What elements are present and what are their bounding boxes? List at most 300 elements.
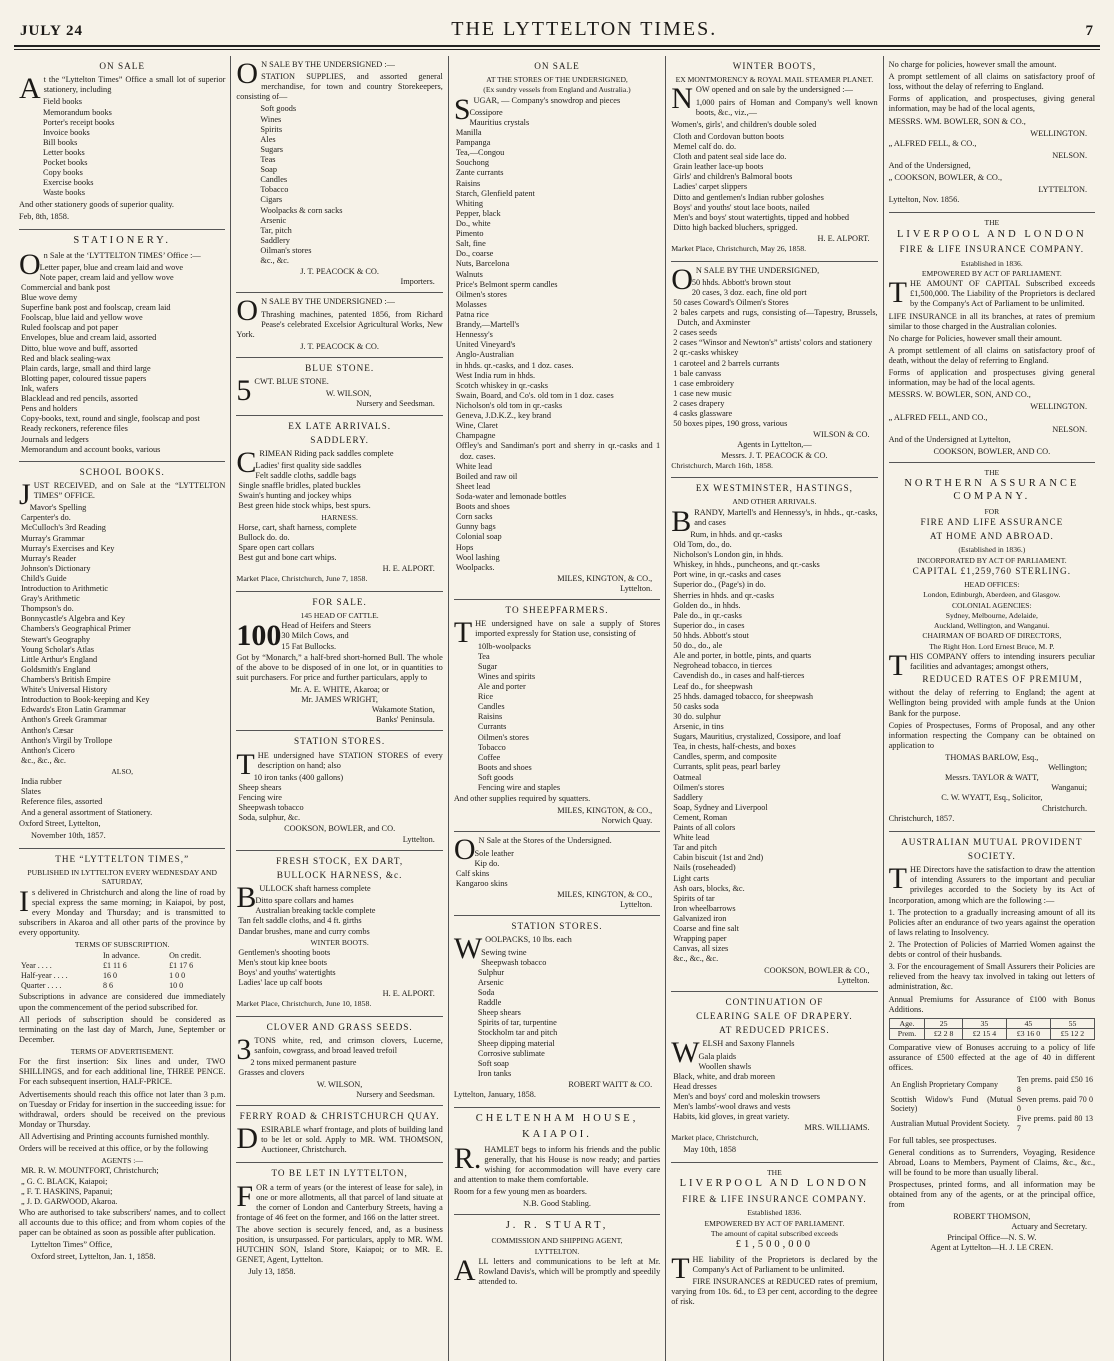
list-item: Nicholson's London gin, in hhds. (673, 550, 784, 560)
list-item: Nails (roseheaded) (673, 863, 736, 873)
list-item: Wrapping paper (673, 934, 727, 944)
signature-sub: Lyttelton. (402, 834, 435, 844)
table-row (889, 1095, 1095, 1115)
list-item: 2 tons mixed permanent pasture (250, 1058, 357, 1068)
list-item: Anthon's Cæsar (21, 725, 74, 735)
ad-clearing-sale-drapery (671, 992, 877, 1163)
list-item: Tobacco (260, 185, 289, 195)
ad-cattle-for-sale (236, 592, 442, 732)
list-item: Ladies' first quality side saddles (255, 461, 362, 471)
item-list (671, 530, 877, 965)
item-list (671, 278, 877, 430)
list-item: Pepper, black (455, 208, 501, 218)
ad-date: November 10th, 1857. (31, 830, 106, 840)
list-item: Ale and porter, in bottle, pints, and quarts (673, 651, 812, 661)
signature: Lyttelton Times” Office, (31, 1240, 113, 1250)
ad-subheading: 145 HEAD OF CATTLE. (300, 611, 379, 621)
list-item: Pocket books (43, 158, 88, 168)
list-item: Soap (260, 165, 278, 175)
paragraph: Prospectuses, printed forms, and all information may be obtained from any of the agents, or at the principal office, from (888, 1180, 1096, 1210)
agent-name: MESSRS. WM. BOWLER, SON & CO., (888, 116, 1026, 126)
list-item: Men's lambs'-wool draws and vests (673, 1102, 791, 1112)
table-cell: 35 (962, 1018, 1006, 1029)
paragraph: without the delay of referring to England; the agent at Wellington being provided with ample funds at the Union Bank for the purpose. (888, 688, 1096, 718)
table-cell: Prem. (889, 1029, 925, 1040)
ad-heading: EX WESTMINSTER, HASTINGS, (695, 483, 853, 494)
ad-blue-stone (236, 358, 442, 416)
ad-heading: ON SALE (534, 61, 580, 71)
list-item: Light carts (673, 873, 709, 883)
list-item: Raisins (455, 178, 481, 188)
paragraph: Orders will be received at this office, or by the following (19, 1144, 209, 1154)
list-item: 1 caroteel and 2 barrels currants (673, 358, 780, 368)
list-item: Field books (43, 97, 82, 107)
list-item: Australian breaking tackle complete (255, 906, 376, 916)
office-name: Scottish Widow's Fund (Mutual Society) (890, 1094, 1013, 1114)
agent-name: And of the Undersigned at Lyttelton, (888, 434, 1011, 444)
list-item: Candles, sperm, and composite (673, 752, 777, 762)
rate-cell: £1 11 6 (102, 961, 127, 971)
ad-to-let-lyttelton (236, 1163, 442, 1284)
ad-australian-mutual (889, 832, 1095, 1258)
list-item: Arsenic, in tins (673, 721, 724, 731)
signature: MILES, KINGTON, & CO., (557, 806, 653, 816)
ad-heading: LIVERPOOL AND LONDON (679, 1178, 870, 1190)
item-list (236, 896, 442, 936)
rate-cell: £1 17 6 (169, 961, 194, 971)
list-item: Chambers's British Empire (21, 675, 111, 685)
ad-outro: And other stationery goods of superior quality. (19, 199, 174, 209)
list-item: 2 cases “Winsor and Newton's” artists' colors and stationery (673, 338, 873, 348)
list-item: Grasses and clovers (238, 1068, 305, 1078)
contact-address: Banks' Peninsula. (376, 715, 435, 725)
list-item: Calf skins (455, 868, 490, 878)
list-item: Corn sacks (455, 512, 493, 522)
agent-town: WELLINGTON. (1030, 402, 1088, 412)
list-item: Patna rice (455, 310, 489, 320)
agent-town: Christchurch. (1042, 803, 1088, 813)
list-item: in hhds. qr.-casks, and 1 doz. cases. (455, 360, 574, 370)
list-item: Scotch whiskey in qr.-casks (455, 380, 548, 390)
capital-line: CAPITAL £1,259,760 STERLING. (912, 565, 1071, 576)
agent-town: Wellington; (1048, 763, 1088, 773)
ad-heading: SADDLERY. (310, 434, 369, 445)
list-item: Coarse and fine salt (673, 924, 739, 934)
list-item: Ink, wafers (21, 383, 59, 393)
list-item: Wine, Claret (455, 421, 498, 431)
list-item: Soft soap (477, 1058, 509, 1068)
signature-sub: Nursery and Seedsman. (356, 1089, 435, 1099)
list-item: MR. R. W. MOUNTFORT, Christchurch; (21, 1166, 159, 1176)
list-item: White's Universal History (21, 685, 108, 695)
table-row (19, 981, 225, 991)
list-item: Tobacco (477, 742, 506, 752)
list-item: Cavendish do., in cases and half-tierces (673, 671, 805, 681)
agents-list (19, 1166, 225, 1206)
signature: COOKSON, BOWLER & CO., (764, 965, 870, 975)
list-item: Carpenter's do. (21, 513, 71, 523)
list-item: „ J. D. GARWOOD, Akaroa. (21, 1196, 118, 1206)
head-offices: London, Edinburgh, Aberdeen, and Glasgow. (923, 590, 1061, 600)
agent-name: C. W. WYATT, Esq., Solicitor, (941, 793, 1043, 803)
ad-heading: WINTER BOOTS, (732, 61, 817, 71)
ad-subheading: Established 1836. (747, 1208, 802, 1218)
list-item: Gray's Arithmetic (21, 594, 80, 604)
signature-sub: Nursery and Seedsman. (356, 399, 435, 409)
chairman-name: The Right Hon. Lord Ernest Bruce, M. P. (929, 641, 1055, 651)
list-item: 50 hhds. Abbott's brown stout (691, 277, 791, 287)
list-item: Pens and holders (21, 404, 78, 414)
list-item: Soft goods (260, 104, 297, 114)
agent-town: LYTTELTON. (1038, 185, 1088, 195)
list-item: Tea (477, 651, 490, 661)
list-item: White lead (455, 461, 492, 471)
list-item: Oilmen's stores (455, 289, 507, 299)
ad-location: Market Place, Christchurch, June 7, 1858. (236, 574, 368, 584)
ad-outro: And other supplies required by squatters. (453, 794, 591, 804)
list-item: Brandy,—Martell's (455, 320, 520, 330)
paragraph: General conditions as to Surrenders, Voyaging, Residence Abroad, Loans to Members, Payment of Claims, &c., &c., will be found to be more than usually liberal. (888, 1147, 1096, 1177)
list-item: Wines (260, 114, 282, 124)
paragraph: No charge for Policies, however small their amount. (888, 333, 1062, 343)
list-item: Single snaffle bridles, plated buckles (238, 481, 361, 491)
list-item: Porter's receipt books (43, 117, 115, 127)
ad-stationery (19, 230, 225, 462)
item-list (19, 263, 225, 455)
list-item: Offley's and Sandiman's port and sherry in qr.-casks and 1 doz. cases. (455, 441, 661, 461)
list-item: Murray's Grammar (21, 533, 85, 543)
list-item: „ G. C. BLACK, Kaiapoi; (21, 1176, 108, 1186)
list-item: Young Scholar's Atlas (21, 644, 95, 654)
ad-heading: TO BE LET IN LYTTELTON, (271, 1168, 408, 1179)
signature: ROBERT WAITT & CO. (568, 1080, 653, 1089)
list-item: Arsenic (260, 215, 287, 225)
list-item: Soda (477, 988, 495, 998)
head-offices-label: HEAD OFFICES: (964, 580, 1020, 590)
ad-leather (454, 832, 660, 916)
paragraph: Who are authorised to take subscribers' names, and to collect all accounts due to this office; and from whom copies of the paper can be obtained as soon as possible after publication. (19, 1207, 226, 1238)
list-item: Spirits of tar (673, 893, 715, 903)
list-item: Sheepwash tobacco (238, 803, 304, 813)
list-item: 2 bales carpets and rugs, consisting of—Tapestry, Brussels, Dutch, and Axminster (673, 308, 878, 328)
list-item: Red and black sealing-wax (21, 353, 111, 363)
newspaper-title: THE LYTTELTON TIMES. (451, 18, 718, 40)
table-row (19, 961, 225, 971)
ad-body: Room for a few young men as boarders. (453, 1187, 587, 1197)
ad-lyttelton-times-terms (19, 849, 225, 1270)
list-item: &c., &c., &c. (21, 755, 66, 765)
paragraph: All Advertising and Printing accounts furnished monthly. (19, 1132, 210, 1141)
list-item: Sugars, Mauritius, crystalized, Cossipore, and loaf (673, 732, 841, 742)
signature: MILES, KINGTON, & CO., (557, 573, 653, 583)
ad-heading: FERRY ROAD & CHRISTCHURCH QUAY. (239, 1110, 440, 1121)
list-item: Starch, Glenfield patent (455, 188, 535, 198)
list-item: Tar, pitch (260, 225, 292, 235)
item-list (454, 642, 660, 794)
list-item: Stockholm tar and pitch (477, 1028, 558, 1038)
agent-town: NELSON. (1052, 150, 1088, 160)
list-item: Letter books (43, 147, 85, 157)
ad-intro: JUST RECEIVED, and on Sale at the “LYTTELTON TIMES” OFFICE. (19, 477, 226, 511)
column-4 (665, 56, 882, 1361)
signature: MRS. WILLIAMS. (804, 1123, 870, 1133)
list-item: Cossipore (469, 107, 503, 117)
list-item: Best green hide stock whips, best spurs. (238, 501, 371, 511)
ad-insurance-agents (889, 56, 1095, 213)
list-item: Candles (477, 702, 505, 712)
rate-cell: 16 0 (102, 970, 117, 980)
ad-bullock-harness (236, 851, 442, 1017)
ad-heading: STATION STORES. (294, 736, 386, 747)
list-item: Envelopes, blue and cream laid, assorted (21, 333, 157, 343)
list-item: 50 casks soda (673, 701, 719, 711)
ad-heading: CLEARING SALE OF DRAPERY. (696, 1011, 853, 1022)
ad-station-supplies (236, 56, 442, 293)
list-item: &c., &c., &c. (673, 954, 719, 964)
ad-body: STATION SUPPLIES, and assorted general merchandise, for town and country Storekeepers, consisting of— (236, 72, 443, 102)
list-item: Sole leather (474, 848, 514, 858)
ad-heading: BLUE STONE. (305, 362, 375, 373)
list-item: Edwards's Eton Latin Grammar (21, 705, 126, 715)
ad-the: THE (767, 1168, 782, 1178)
paragraph: A prompt settlement of all claims on satisfactory proof of loss, without the delay of referring to England. (888, 72, 1096, 92)
terms-col-header: In advance. (102, 951, 140, 961)
table-cell: 55 (1050, 1018, 1094, 1029)
ad-body: FIRE INSURANCES at REDUCED rates of premium, varying from 10s. 6d., to £3 per cent, according to the degree of risk. (671, 1277, 878, 1307)
ad-intro: THE undersigned have STATION STORES of every description on hand; also (236, 747, 443, 781)
agents-line: Agents in Lyttelton,— (737, 440, 812, 450)
list-item: Fencing wire and staples (477, 783, 561, 793)
signature-sub: Actuary and Secretary. (1011, 1222, 1088, 1232)
bonus-comparison-table (889, 1075, 1095, 1134)
ad-heading: ON SALE (99, 61, 145, 71)
list-item: Murray's Reader (21, 553, 77, 563)
paragraph: THIS COMPANY offers to intending insurers peculiar facilities and advantages; amongst others, (888, 648, 1096, 682)
list-item: 50 cases Coward's Oilmen's Stores (673, 297, 789, 307)
list-item: McCulloch's 3rd Reading (21, 523, 106, 533)
table-row (889, 1114, 1095, 1134)
ad-body: 5CWT. BLUE STONE. (236, 374, 329, 408)
list-item: Slates (21, 787, 41, 797)
signature: J. T. PEACOCK & CO. (300, 341, 379, 351)
list-item: Raisins (477, 712, 503, 722)
list-item: Sulphur (477, 967, 505, 977)
colonial-agencies: Sydney, Melbourne, Adelaide, (945, 610, 1038, 620)
agent-town: WELLINGTON. (1030, 128, 1088, 138)
period-cell: Year . . . . (21, 961, 52, 971)
ad-intro: BRANDY, Martell's and Hennessy's, in hhds., qr.-casks, and cases (671, 504, 878, 538)
list-item: Iron wheelbarrows (673, 903, 736, 913)
list-item: Mavor's Spelling (29, 503, 87, 513)
list-item: Walnuts (455, 269, 483, 279)
list-item: Tea,—Congou (455, 148, 505, 158)
paragraph: Women's, girls', and children's double soled (671, 119, 817, 129)
list-item: Old Tom, do., do. (673, 539, 732, 549)
ad-heading: STATIONERY. (73, 234, 171, 246)
also-list (19, 777, 225, 817)
paragraph: Annual Premiums for Assurance of £100 with Bonus Additions. (888, 994, 1096, 1014)
list-item: Spirits of tar, turpentine (477, 1018, 557, 1028)
list-item: Introduction to Book-keeping and Key (21, 695, 150, 705)
table-cell: £2 15 4 (962, 1029, 1006, 1040)
list-item: Men's and boys' cord and moleskin trowsers (673, 1092, 820, 1101)
ad-heading: FOR SALE. (312, 596, 367, 607)
list-item: Woollen shawls (698, 1061, 752, 1071)
list-item: Cabin biscuit (1st and 2nd) (673, 853, 764, 863)
list-item: Do., white (455, 219, 491, 229)
list-item: Galvanized iron (673, 914, 727, 924)
paragraph: 1,000 pairs of Homan and Company's well known boots, &c., viz.,— (695, 97, 878, 117)
ad-thrashing-machines (236, 293, 442, 358)
paragraph: Forms of application and prospectuses giving general information, may be had of the local agents. (888, 368, 1096, 388)
ad-heading: J. R. STUART, (505, 1220, 609, 1232)
capital-line: The amount of capital subscribed exceeds (710, 1228, 838, 1238)
list-item: Oilman's stores (260, 245, 312, 255)
list-item: 30 Milch Cows, and (281, 631, 349, 641)
paragraph: 3. For the encouragement of Small Assurers their Policies are relieved from the heavy tax involved in taking out letters of administration, &c. (888, 962, 1096, 992)
list-item: Foolscap, blue laid and yellow wove (21, 313, 143, 323)
signature: W. WILSON, (325, 389, 372, 399)
list-item: Gentlemen's shooting boots (238, 947, 331, 957)
signature: H. E. ALPORT. (382, 989, 435, 999)
table-cell: £3 16 0 (1006, 1029, 1050, 1040)
ad-intro: At the “Lyttelton Times” Office a small lot of superior stationery, including (19, 72, 226, 106)
list-item: 1 case new music (673, 388, 732, 398)
ad-for: FOR (984, 506, 1000, 516)
column-1 (14, 56, 230, 1361)
table-cell: Age. (889, 1018, 925, 1029)
list-item: Woolpacks & corn sacks (260, 205, 343, 215)
ad-location: Market Place, Christchurch, June 10, 1858. (236, 999, 372, 1009)
list-item: Soft goods (477, 772, 514, 782)
agent-name: „ ALFRED FELL, & CO., (888, 138, 977, 148)
ad-stores-miles-kington (454, 56, 660, 600)
ad-heading: THE “LYTTELTON TIMES,” (55, 853, 190, 864)
list-item: Spirits (260, 124, 283, 134)
table-cell: 45 (1006, 1018, 1050, 1029)
ad-the: THE (984, 218, 1000, 228)
list-item: Rum, in hhds. and qr.-casks (690, 529, 783, 539)
ad-intro: On Sale at the ‘LYTTELTON TIMES’ Office :— (19, 247, 201, 281)
ad-subheading: COMMISSION AND SHIPPING AGENT, (491, 1236, 623, 1246)
subscription-table (19, 951, 225, 990)
list-item: Canvas, all sizes (673, 944, 729, 954)
list-item: Waste books (43, 188, 85, 198)
list-item: Commercial and bank post (21, 282, 111, 292)
list-item: Sherries in hhds. and qr.-casks (673, 590, 775, 600)
ad-intro: BULLOCK shaft harness complete (236, 881, 371, 915)
list-item: Plain cards, large, small and third large (21, 363, 151, 373)
ad-to-sheepfarmers (454, 600, 660, 832)
list-item: „ F. T. HASKINS, Papanui; (21, 1186, 113, 1196)
ad-intro: SUGAR, — Company's snowdrop and pieces (453, 92, 621, 126)
list-item: 30 do. sulphur (673, 711, 721, 721)
list-item: 25 hhds. damaged tobacco, for sheepwash (673, 691, 814, 701)
office-name: An English Proprietary Company (890, 1079, 998, 1089)
ad-intro: NOW opened and on sale by the undersigned :— (671, 82, 853, 116)
ad-heading: FIRE AND LIFE ASSURANCE (920, 517, 1064, 528)
list-item: Nicholson's old tom in qr.-casks (455, 401, 563, 410)
list-item: Whiskey, in hhds., puncheons, and qr.-casks (673, 560, 820, 570)
ad-date: Lyttelton, Nov. 1856. (888, 195, 960, 205)
signature: ROBERT THOMSON, (953, 1212, 1031, 1222)
column-3 (448, 56, 665, 1361)
ad-location: Market place, Christchurch, (671, 1133, 759, 1143)
list-item: Blue wove demy (21, 292, 78, 302)
list-item: And a general assortment of Stationery. (21, 807, 153, 817)
list-item: Boiled and raw oil (455, 471, 518, 481)
list-item: India rubber (21, 777, 62, 787)
list-item: Best gut and bone cart whips. (238, 553, 337, 563)
ad-intro: ON SALE BY THE UNDERSIGNED :— (236, 294, 395, 328)
table-row (889, 1018, 1094, 1029)
list-item: Paints of all colors (673, 823, 736, 833)
ad-heading: NORTHERN ASSURANCE COMPANY. (904, 478, 1080, 502)
ad-wilson-sale (671, 262, 877, 479)
signature-sub: Lyttelton. (620, 583, 653, 593)
signature: J. T. PEACOCK & CO. (300, 267, 379, 277)
agent-name: THOMAS BARLOW, Esq., (945, 753, 1039, 763)
list-item: 1 bale canvass (673, 368, 722, 378)
list-item: Gunny bags (455, 522, 496, 532)
list-item: Sugars (260, 144, 283, 154)
paragraph: Subscriptions in advance are considered due immediately upon the commencement of the period subscribed for. (19, 992, 226, 1012)
ad-heading: CHELTENHAM HOUSE, (475, 1113, 639, 1125)
list-item: Boots and shoes (477, 762, 532, 772)
ad-northern-assurance (889, 463, 1095, 832)
cattle-count: 100 (236, 619, 282, 653)
list-item: Sheep shears (477, 1008, 521, 1018)
section-heading: HARNESS. (321, 512, 358, 522)
list-item: Saddlery (673, 792, 703, 802)
list-item: Sheepwash tobacco (481, 957, 547, 967)
list-item: Sheep dipping material (477, 1038, 555, 1048)
paragraph: THE Directors have the satisfaction to draw the attention of intending Assurers to the important and peculiar privileges accorded to the Society by its Act of Incorporation, among which are the following :— (888, 862, 1096, 905)
ad-location: Oxford Street, Lyttelton, (19, 818, 101, 828)
list-item: Hennessy's (455, 330, 493, 340)
item-list (454, 849, 660, 889)
paragraph: Comparative view of Bonuses accruing to a policy of life assurance of £500 effected at the age of 40 in different offices. (888, 1042, 1096, 1072)
list-item: Invoice books (43, 127, 90, 137)
ad-subheading: LYTTELTON. (534, 1246, 580, 1256)
list-item: Rice (477, 692, 494, 702)
list-item: Superior do., in cases (673, 620, 745, 630)
ad-date: Lyttelton, January, 1858. (453, 1090, 536, 1100)
list-item: 50 boxes pipes, 190 gross, various (673, 419, 788, 429)
agent-name: „ ALFRED FELL, AND CO., (888, 412, 988, 422)
list-item: Stewart's Geography (21, 634, 91, 644)
bonus-value: Five prems. paid 80 13 7 (1016, 1114, 1094, 1133)
paragraph: 2. The Protection of Policies of Married Women against the debts or control of their husbands. (888, 940, 1096, 960)
list-item: Tea, in chests, half-chests, and boxes (673, 742, 796, 752)
ad-subheading: PUBLISHED IN LYTTELTON EVERY WEDNESDAY AND SATURDAY, (27, 868, 217, 887)
list-item: Bill books (43, 137, 78, 147)
ad-the: THE (984, 467, 1000, 477)
signature-sub: Importers. (400, 277, 435, 287)
signature-sub: Lyttelton. (837, 975, 870, 985)
list-item: Champagne (455, 431, 496, 441)
list-item: Ditto, blue wove and buff, assorted (21, 343, 138, 353)
table-row (19, 971, 225, 981)
ad-intro: WOOLPACKS, 10 lbs. each (453, 932, 572, 966)
list-item: Souchong (455, 158, 490, 168)
ad-heading: SCHOOL BOOKS. (79, 466, 165, 477)
signature: WILSON & CO. (813, 430, 870, 440)
item-list (236, 1058, 442, 1078)
table-cell: £2 2 8 (925, 1029, 963, 1040)
ad-body: ALL letters and communications to be left at Mr. Rowland Davis's, which will be promptly and speedily attended to. (453, 1253, 661, 1287)
item-list (236, 523, 442, 563)
